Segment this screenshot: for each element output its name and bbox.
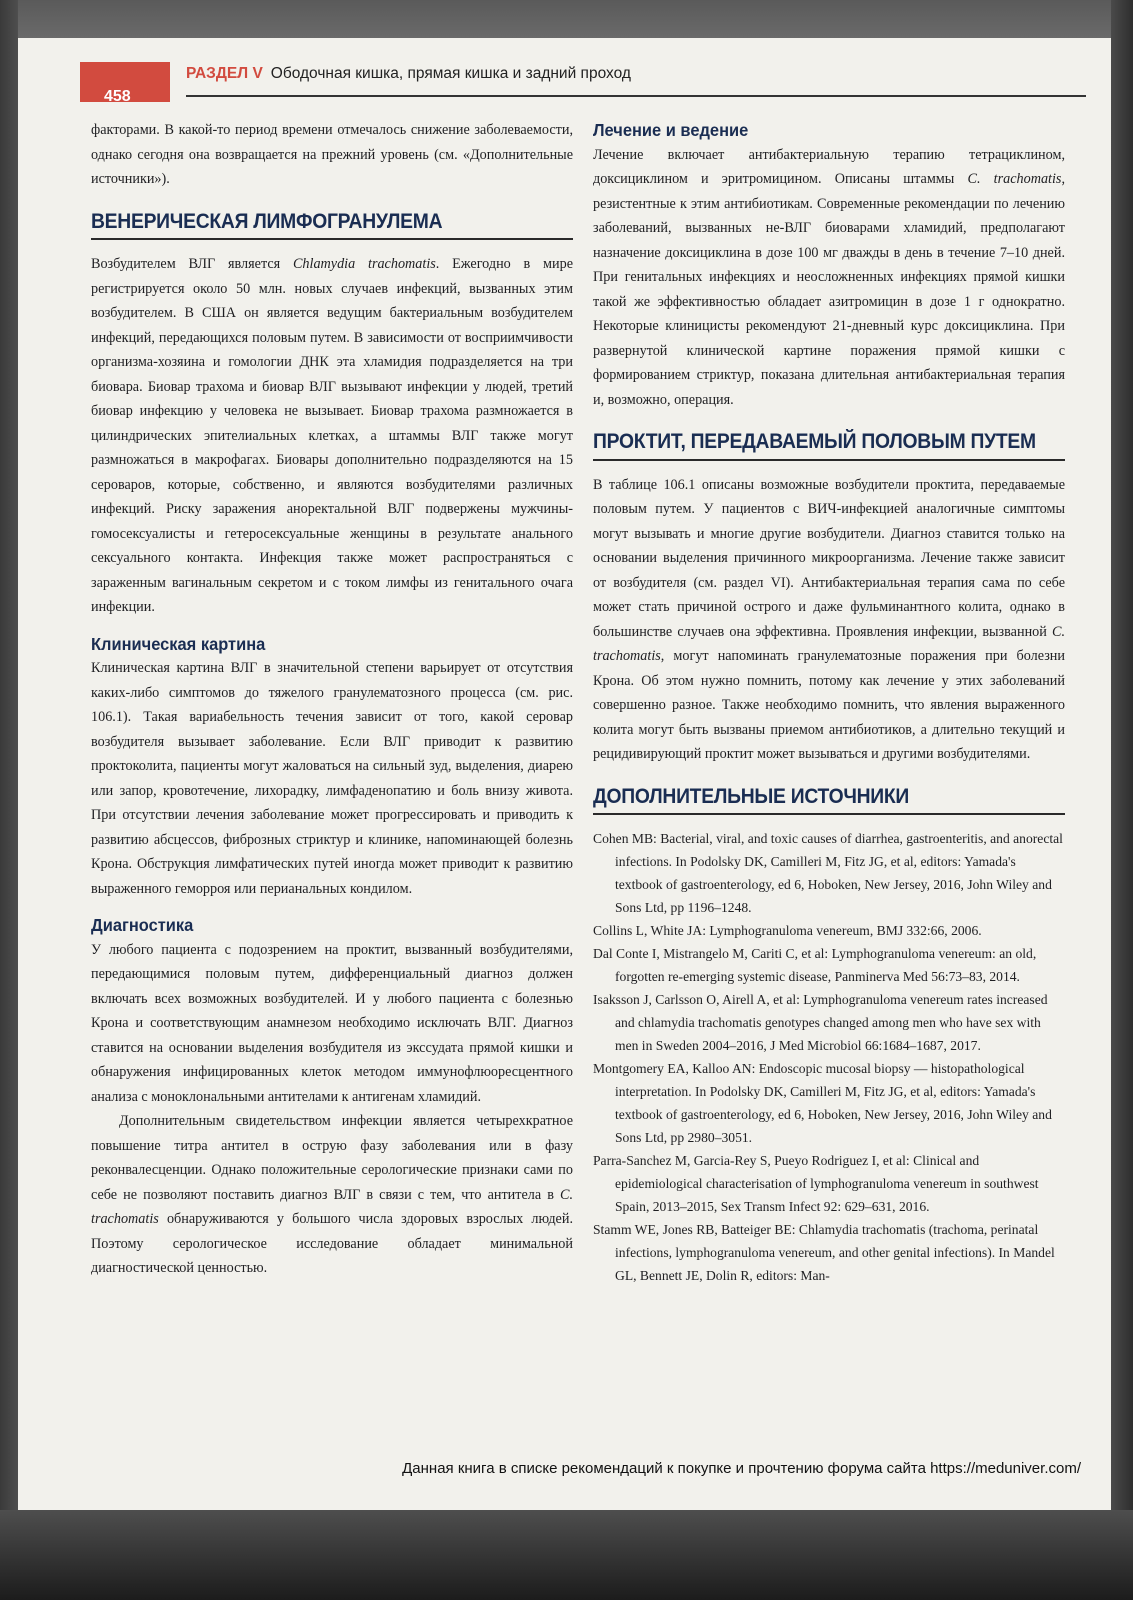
reference-item: Dal Conte I, Mistrangelo M, Cariti C, et al: Lymphogranuloma venereum: an old, forgotten re-emerging systemic disease, Panminerva Med 56:73–83, 2014. [593, 946, 1037, 984]
scan-border-left [0, 0, 18, 1600]
treat-text-a: Лечение включает антибактериальную терапию тетрациклином, доксициклином и эритромицином. Описаны штаммы [593, 146, 1065, 187]
reference-item: Parra-Sanchez M, Garcia-Rey S, Pueyo Rodriguez I, et al: Clinical and epidemiological characterisation of lymphogranuloma venereum in southwest Spain, 2013–2015, Sex Transm Infect 92: 629–631, 2016. [593, 1153, 1039, 1214]
diagnostics-paragraph-2 [91, 1109, 573, 1281]
diag-text-italic: C. trachomatis [91, 1186, 573, 1227]
scan-border-bottom [0, 1510, 1133, 1600]
reference-item: Cohen MB: Bacterial, viral, and toxic causes of diarrhea, gastroenteritis, and anorectal infections. In Podolsky DK, Camilleri M, Fitz JG, et al, editors: Yamada's textbook of gastroenterology, ed 6, Hoboken, New Jersey, 2016, John Wiley and Sons Ltd, pp 1196–1248. [593, 831, 1063, 915]
treat-text-italic: C. trachomatis [967, 171, 1062, 187]
reference-item: Isaksson J, Carlsson O, Airell A, et al: Lymphogranuloma venereum rates increased and chlamydia trachomatis genotypes changed among men who have sex with men in Sweden 2004–2016, J Med Microbiol 66:1684–1687, 2017. [593, 992, 1048, 1053]
scan-border-right [1111, 0, 1133, 1600]
lgv-text-b: . Ежегодно в мире регистрируется около 50 млн. новых случаев инфекций, вызванных этим возбудителем. В США он является ведущим бактериальным возбудителем инфекций, передающихся половым путем. В зависимости от восприимчивости организма-хозяина и гомологии ДНК эта хламидия подразделяется на три биовара. Биовар трахома и биовар ВЛГ вызывают инфекции у людей, третий биовар инфекцию у человека не вызывает. Биовар трахома размножается в цилиндрических эпителиальных клетках, а штаммы ВЛГ также могут размножаться в макрофагах. Биовары дополнительно подразделяются на 15 сероваров, которые, собственно, и являются возбудителями различных инфекций. Риску заражения аноректальной ВЛГ подвержены мужчины-гомосексуалисты и гетеросексуальные женщины в результате анального сексуального контакта. Инфекция также может распространяться с зараженным вагинальным секретом и с током лимфы из генитального очага инфекции. [91, 256, 573, 615]
scan-border-top [0, 0, 1133, 38]
lgv-paragraph [91, 252, 573, 620]
diag-text-a: Дополнительным свидетельством инфекции является четырехкратное повышение титра антител в острую фазу заболевания или в фазу реконвалесценции. Однако положительные серологические признаки сами по себе не позволяют поставить диагноз ВЛГ в связи с тем, что антитела в [91, 1113, 573, 1203]
treat-text-b: , резистентные к этим антибиотикам. Современные рекомендации по лечению заболеваний, вызванных не-ВЛГ биоварами хламидий, предполагают назначение доксициклина в дозе 100 мг дважды в день в течение 7–10 дней. При генитальных инфекциях и неосложненных инфекциях прямой кишки такой же эффективностью обладает азитромицин в дозе 1 г однократно. Некоторые клиницисты рекомендуют 21-дневный курс доксициклина. При развернутой клинической картине поражения прямой кишки с формированием стриктур, показана длительная антибактериальная терапия и, возможно, операция. [593, 171, 1065, 408]
treatment-heading: Лечение и ведение [593, 120, 749, 140]
section-title: Ободочная кишка, прямая кишка и задний проход [270, 65, 631, 82]
section-label: РАЗДЕЛ V [186, 65, 263, 82]
right-column [593, 118, 1065, 1287]
clinical-paragraph: Клиническая картина ВЛГ в значительной степени варьирует от отсутствия каких-либо симптомов до тяжелого гранулематозного процесса (см. рис. 106.1). Такая вариабельность течения зависит от того, какой серовар возбудителя вызывает заболевание. Если ВЛГ приводит к развитию проктоколита, пациенты могут жаловаться на сильный зуд, выделения, диарею или запор, кровотечение, лихорадку, лимфаденопатию и боль внизу живота. При отсутствии лечения заболевание может прогрессировать и приводить к развитию абсцессов, фиброзных стриктур и клинике, напоминающей болезнь Крона. Обструкция лимфатических путей иногда может приводит к развитию выраженного геморроя или перианальных кондилом. [91, 660, 573, 897]
intro-paragraph: факторами. В какой-то период времени отмечалось снижение заболеваемости, однако сегодня она возвращается на прежний уровень (см. «Дополнительные источники»). [91, 122, 573, 187]
treatment-paragraph [593, 143, 1065, 413]
lgv-heading-block [91, 210, 573, 241]
reference-item: Stamm WE, Jones RB, Batteiger BE: Chlamydia trachomatis (trachoma, perinatal infections, lymphogranuloma venereum, and other genital infections). In Mandel GL, Bennett JE, Dolin R, editors: Man- [593, 1222, 1055, 1283]
proctitis-heading-block [593, 430, 1065, 461]
references-heading: ДОПОЛНИТЕЛЬНЫЕ ИСТОЧНИКИ [593, 784, 910, 808]
footer-note: Данная книга в списке рекомендаций к покупке и прочтению форума сайта https://meduniver.com/ [402, 1460, 1081, 1477]
proctitis-text-b: , могут напоминать гранулематозные поражения при болезни Крона. Об этом нужно помнить, потому как лечение у этих заболеваний совершенно разное. Также необходимо помнить, что явления выраженного колита могут быть вызваны приемом антибиотиков, а длительно текущий и рецидивирующий проктит может вызываться и другими возбудителями. [593, 648, 1065, 762]
diagnostics-heading: Диагностика [91, 915, 194, 935]
reference-item: Collins L, White JA: Lymphogranuloma venereum, BMJ 332:66, 2006. [593, 923, 982, 938]
proctitis-paragraph [593, 473, 1065, 767]
diag-text-b: обнаруживаются у большого числа здоровых взрослых людей. Поэтому серологическое исследование обладает минимальной диагностической ценностью. [91, 1211, 573, 1276]
diagnostics-paragraph-1: У любого пациента с подозрением на проктит, вызванный возбудителями, передающимися половым путем, дифференциальный диагноз должен включать всех возможных возбудителей. И у любого пациента с болезнью Крона и соответствующим анамнезом необходимо исключать ВЛГ. Диагноз ставится на основании выделения возбудителя из экссудата прямой кишки и обнаружения инфицированных клеток методом иммунофлюоресцентного анализа с моноклональными антителами к антигенам хламидий. [91, 941, 573, 1105]
reference-item: Montgomery EA, Kalloo AN: Endoscopic mucosal biopsy — histopathological interpretation. In Podolsky DK, Camilleri M, Fitz JG, et al, editors: Yamada's textbook of gastroenterology, ed 6, Hoboken, New Jersey, 2016, John Wiley and Sons Ltd, pp 2980–3051. [593, 1061, 1052, 1145]
lgv-heading: ВЕНЕРИЧЕСКАЯ ЛИМФОГРАНУЛЕМА [91, 209, 443, 233]
lgv-text-italic: Chlamydia trachomatis [292, 256, 436, 272]
page-number: 458 [80, 62, 170, 102]
references-list [593, 827, 1065, 1287]
left-column [91, 118, 573, 1281]
running-head [186, 65, 1086, 97]
references-heading-block [593, 785, 1065, 816]
proctitis-text-italic: C. trachomatis [593, 623, 1065, 664]
proctitis-heading: ПРОКТИТ, ПЕРЕДАВАЕМЫЙ ПОЛОВЫМ ПУТЕМ [593, 430, 1036, 453]
proctitis-text-a: В таблице 106.1 описаны возможные возбудители проктита, передаваемые половым путем. У пациентов с ВИЧ-инфекцией аналогичные симптомы могут вызывать и многие другие возбудители. Диагноз ставится только на основании выделения причинного микроорганизма. Лечение также зависит от возбудителя (см. раздел VI). Антибактериальная терапия сама по себе может стать причиной острого и даже фульминантного колита, однако в большинстве случаев она эффективна. Проявления инфекции, вызванной [593, 476, 1065, 640]
book-page [18, 38, 1111, 1510]
clinical-heading: Клиническая картина [91, 633, 266, 654]
lgv-text-a: Возбудителем ВЛГ является [91, 256, 293, 272]
